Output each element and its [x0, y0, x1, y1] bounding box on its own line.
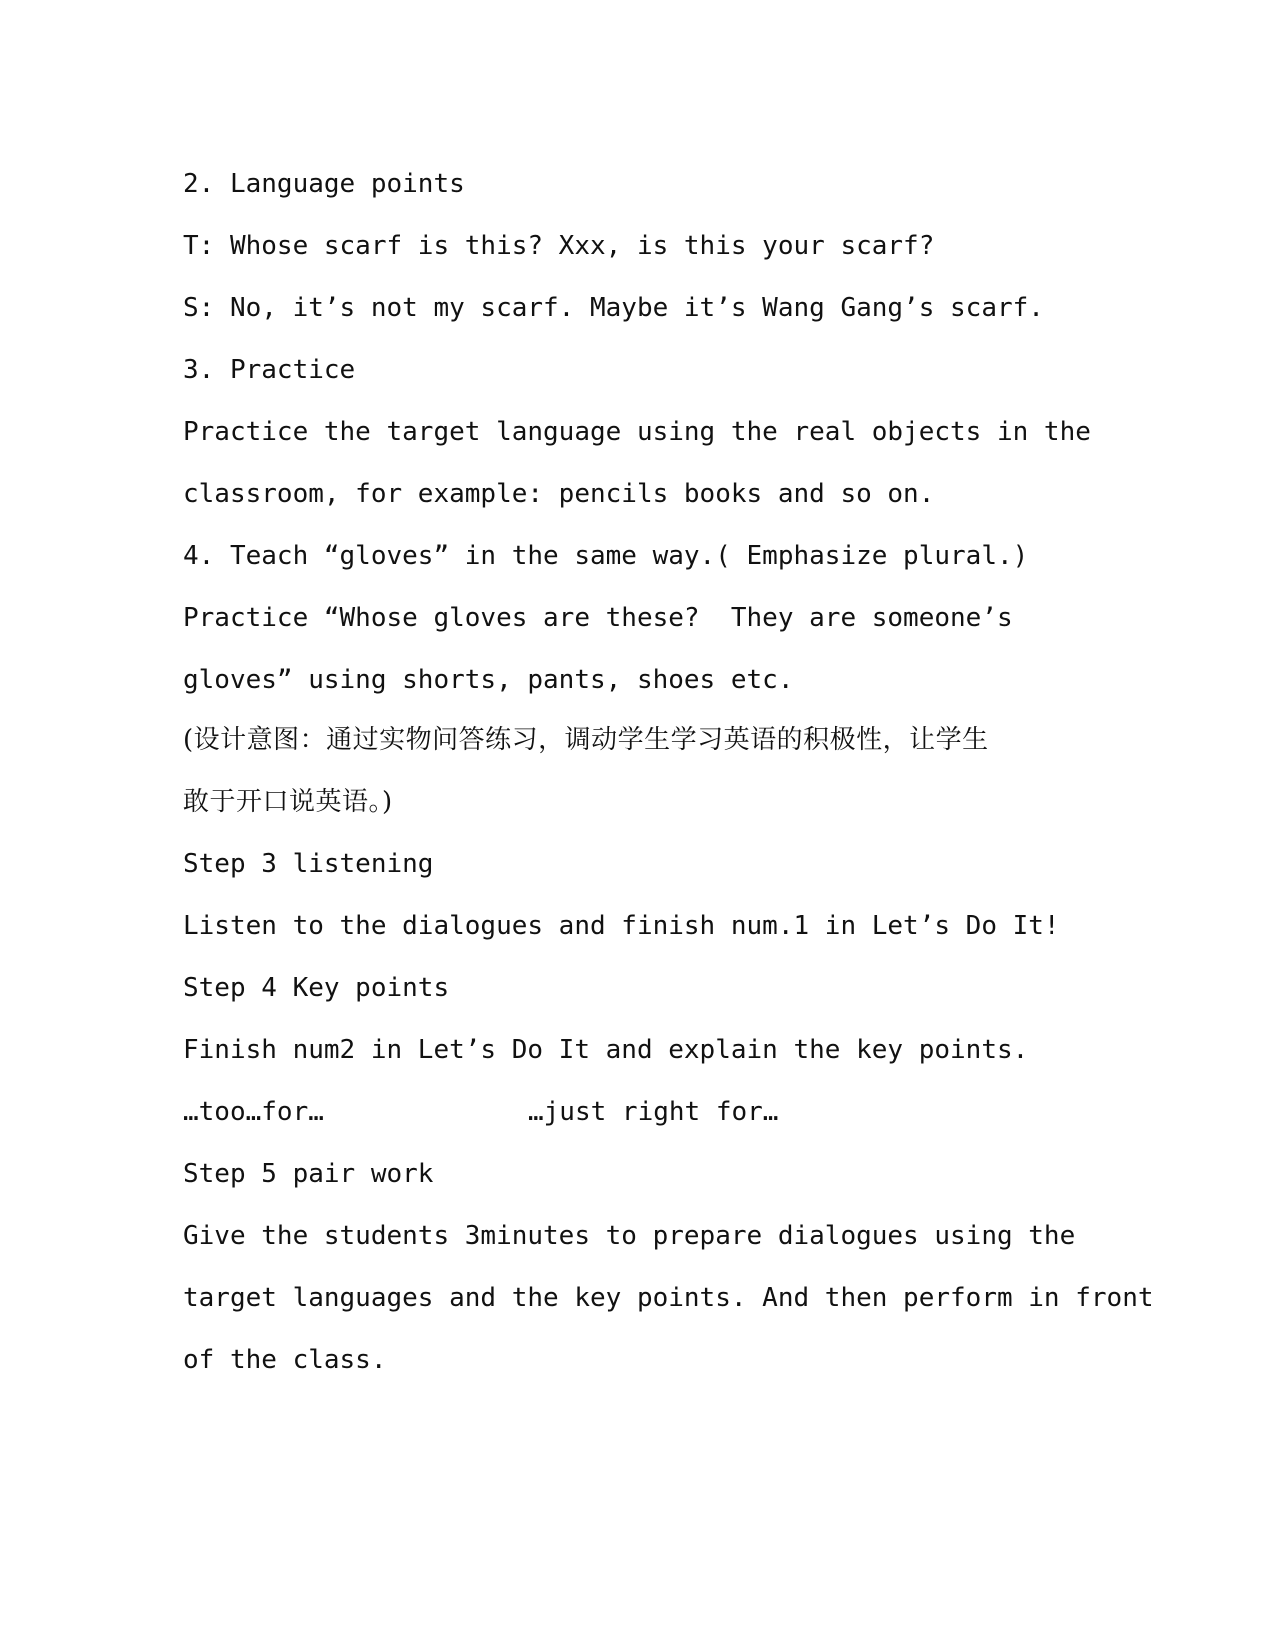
key-points-instruction-line: Finish num2 in Let’s Do It and explain the key points. — [183, 1035, 1029, 1065]
pair-work-paragraph-line-2: target languages and the key points. And then perform in front — [183, 1283, 1154, 1313]
practice-gloves-line-1: Practice “Whose gloves are these? They are someone’s — [183, 603, 1013, 633]
pair-work-paragraph-line-1: Give the students 3minutes to prepare dialogues using the — [183, 1221, 1076, 1251]
heading-step-4-key-points: Step 4 Key points — [183, 973, 450, 1003]
heading-language-points: 2. Language points — [183, 169, 465, 199]
key-phrase-too-for: …too…for… — [183, 1097, 324, 1127]
heading-step-5-pair-work: Step 5 pair work — [183, 1159, 434, 1189]
heading-step-3-listening: Step 3 listening — [183, 849, 434, 879]
teach-gloves-line: 4. Teach “gloves” in the same way.( Emphasize plural.) — [183, 541, 1029, 571]
dialogue-student-line: S: No, it’s not my scarf. Maybe it’s Wang Gang’s scarf. — [183, 293, 1044, 323]
practice-paragraph-line-2: classroom, for example: pencils books and so on. — [183, 479, 935, 509]
heading-practice: 3. Practice — [183, 355, 356, 385]
practice-paragraph-line-1: Practice the target language using the real objects in the — [183, 417, 1091, 447]
key-phrases-row — [183, 1096, 883, 1128]
listening-instruction-line: Listen to the dialogues and finish num.1 in Let’s Do It! — [183, 911, 1060, 941]
design-intent-line-2: 敢于开口说英语。) — [183, 787, 393, 817]
design-intent-line-1: (设计意图：通过实物问答练习，调动学生学习英语的积极性，让学生 — [183, 725, 989, 755]
dialogue-teacher-line: T: Whose scarf is this? Xxx, is this your scarf? — [183, 231, 935, 261]
practice-gloves-line-2: gloves” using shorts, pants, shoes etc. — [183, 665, 794, 695]
key-phrase-just-right-for: …just right for… — [528, 1097, 779, 1127]
pair-work-paragraph-line-3: of the class. — [183, 1345, 387, 1375]
